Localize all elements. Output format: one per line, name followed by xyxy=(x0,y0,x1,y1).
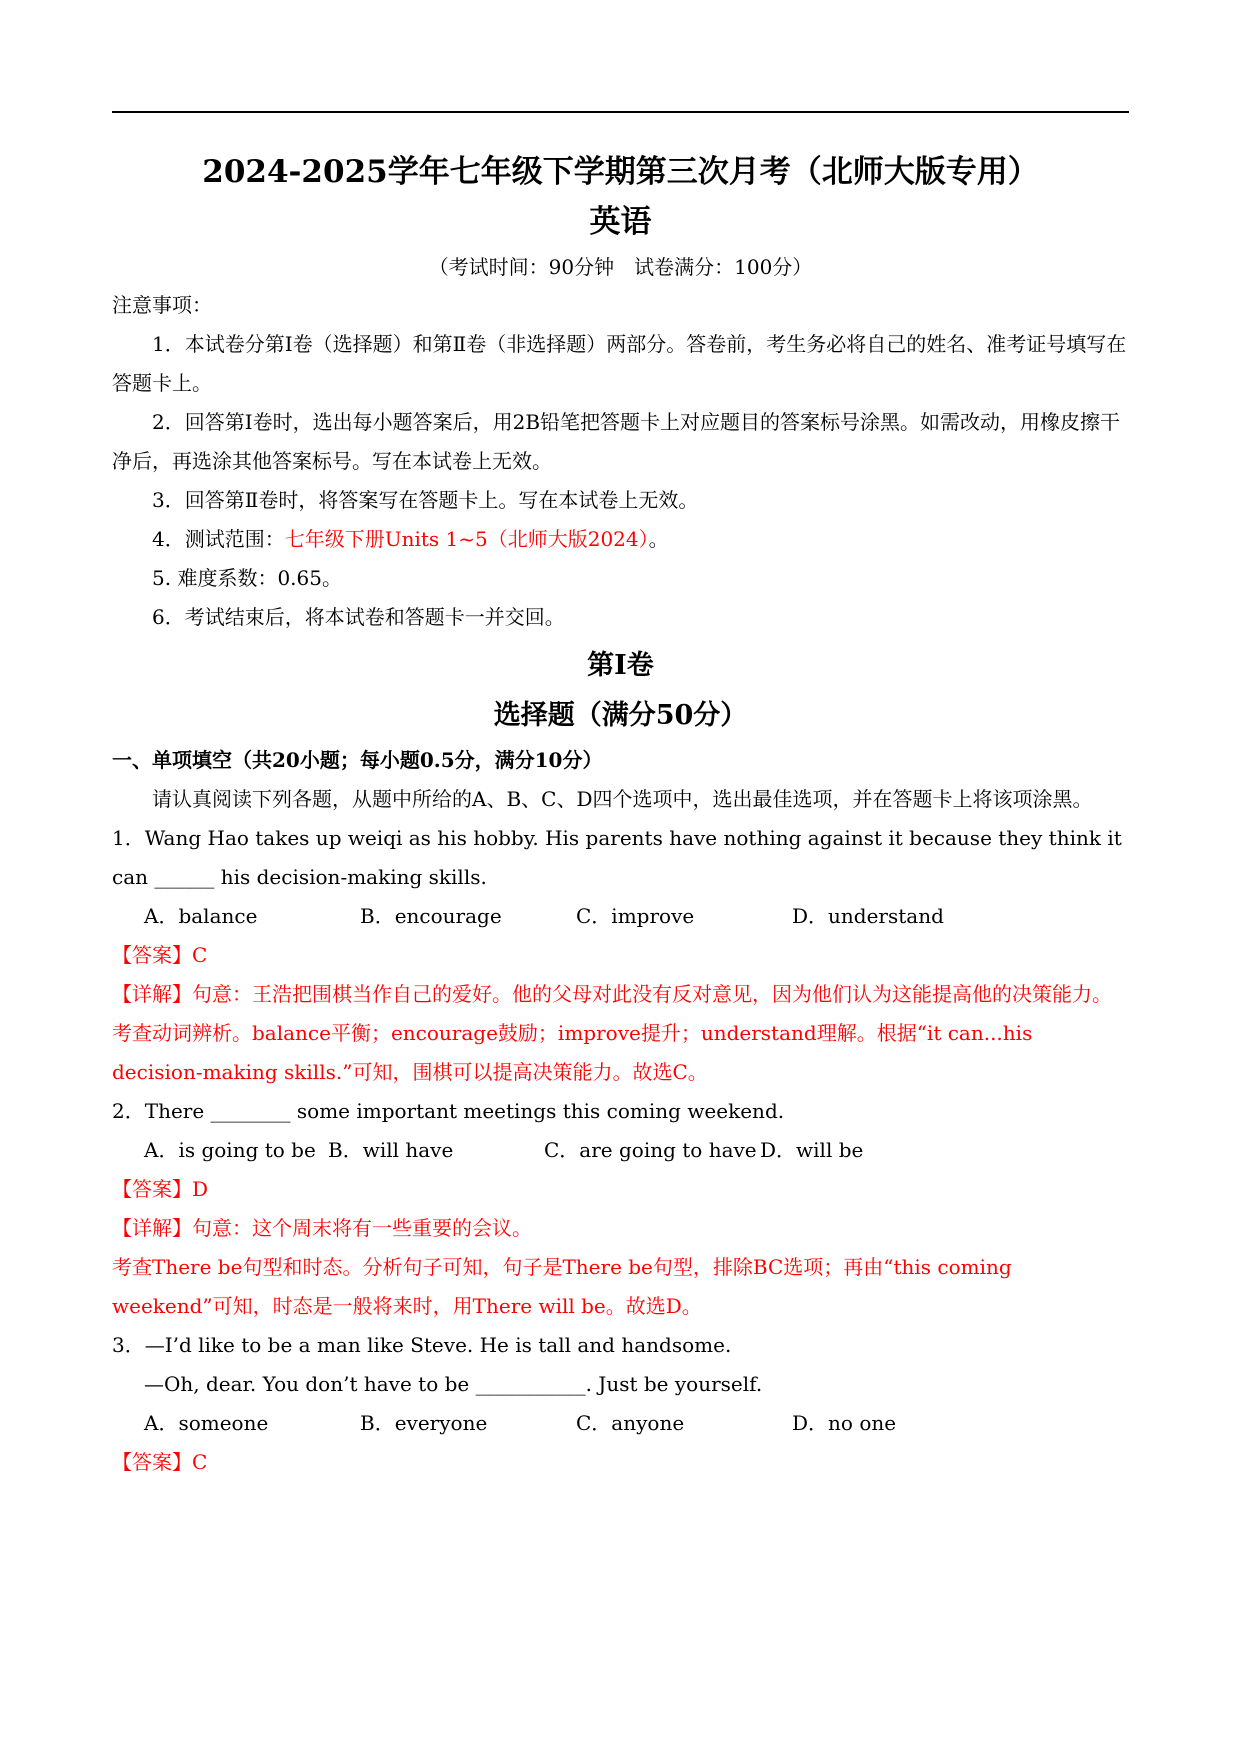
question-2-option-a: A．is going to be xyxy=(144,1138,316,1162)
question-2-stem: 2．There ________ some important meetings this coming weekend. xyxy=(112,1099,785,1123)
question-3-option-a: A．someone xyxy=(144,1411,269,1435)
question-3-option-c: C．anyone xyxy=(576,1411,685,1435)
volume-title: 第Ⅰ卷 xyxy=(587,650,654,681)
question-3-stem: 3．—I’d like to be a man like Steve. He is tall and handsome. xyxy=(112,1333,732,1357)
question-1-option-d: D．understand xyxy=(792,904,944,928)
section-title: 选择题（满分50分） xyxy=(493,700,748,731)
question-2-analysis: 考查There be句型和时态。分析句子可知，句子是There be句型，排除BC选项；再由“this coming weekend”可知，时态是一般将来时，用There will be。故选D。 xyxy=(112,1255,1012,1318)
question-1-stem: 1．Wang Hao takes up weiqi as his hobby. His parents have nothing against it because they think it can ______ his decision-making skills. xyxy=(112,826,1122,889)
note-item-4-suffix: 。 xyxy=(648,527,669,551)
exam-subject: 英语 xyxy=(589,204,652,240)
question-3-option-b: B．everyone xyxy=(360,1411,488,1435)
question-1-options xyxy=(112,897,1129,936)
section-instruction: 请认真阅读下列各题，从题中所给的A、B、C、D四个选项中，选出最佳选项，并在答题卡上将该项涂黑。 xyxy=(152,787,1093,811)
note-item-5: 5. 难度系数：0.65。 xyxy=(152,566,342,590)
exam-title: 2024-2025学年七年级下学期第三次月考（北师大版专用） xyxy=(202,154,1039,190)
question-3-stem-reply: —Oh, dear. You don’t have to be ___________. Just be yourself. xyxy=(144,1372,763,1396)
question-2-option-d: D．will be xyxy=(760,1138,864,1162)
note-item-4-prefix: 4．测试范围： xyxy=(152,527,285,551)
question-2-options xyxy=(112,1131,1129,1170)
question-1-option-b: B．encourage xyxy=(360,904,502,928)
note-item-4 xyxy=(112,520,1129,559)
notes-heading: 注意事项： xyxy=(112,293,212,317)
question-3-answer: 【答案】C xyxy=(112,1450,208,1474)
question-1-answer: 【答案】C xyxy=(112,943,208,967)
question-3-option-d: D．no one xyxy=(792,1411,897,1435)
question-2-answer: 【答案】D xyxy=(112,1177,209,1201)
question-1-option-a: A．balance xyxy=(144,904,258,928)
question-2-detail: 【详解】句意：这个周末将有一些重要的会议。 xyxy=(112,1216,532,1240)
question-1-option-c: C．improve xyxy=(576,904,695,928)
note-item-3: 3．回答第Ⅱ卷时，将答案写在答题卡上。写在本试卷上无效。 xyxy=(152,488,699,512)
page-content xyxy=(112,140,1129,1482)
test-range: 七年级下册Units 1~5（北师大版2024） xyxy=(284,527,649,551)
question-1-analysis: 考查动词辨析。balance平衡；encourage鼓励；improve提升；understand理解。根据“it can...his decision-making skills.”可知，围棋可以提高决策能力。故选C。 xyxy=(112,1021,1033,1084)
question-2-option-c: C．are going to have xyxy=(544,1138,757,1162)
question-3-options xyxy=(112,1404,1129,1443)
exam-info: （考试时间：90分钟 试卷满分：100分） xyxy=(428,255,813,279)
note-item-1: 1．本试卷分第Ⅰ卷（选择题）和第Ⅱ卷（非选择题）两部分。答卷前，考生务必将自己的姓名、准考证号填写在答题卡上。 xyxy=(112,332,1127,395)
note-item-6: 6．考试结束后，将本试卷和答题卡一并交回。 xyxy=(152,605,565,629)
header-rule xyxy=(112,111,1129,113)
subsection-title: 一、单项填空（共20小题；每小题0.5分，满分10分） xyxy=(112,748,603,772)
question-1-detail: 【详解】句意：王浩把围棋当作自己的爱好。他的父母对此没有反对意见，因为他们认为这能提高他的决策能力。 xyxy=(112,982,1112,1006)
note-item-2: 2．回答第Ⅰ卷时，选出每小题答案后，用2B铅笔把答题卡上对应题目的答案标号涂黑。如需改动，用橡皮擦干净后，再选涂其他答案标号。写在本试卷上无效。 xyxy=(112,410,1121,473)
question-2-option-b: B．will have xyxy=(328,1138,454,1162)
